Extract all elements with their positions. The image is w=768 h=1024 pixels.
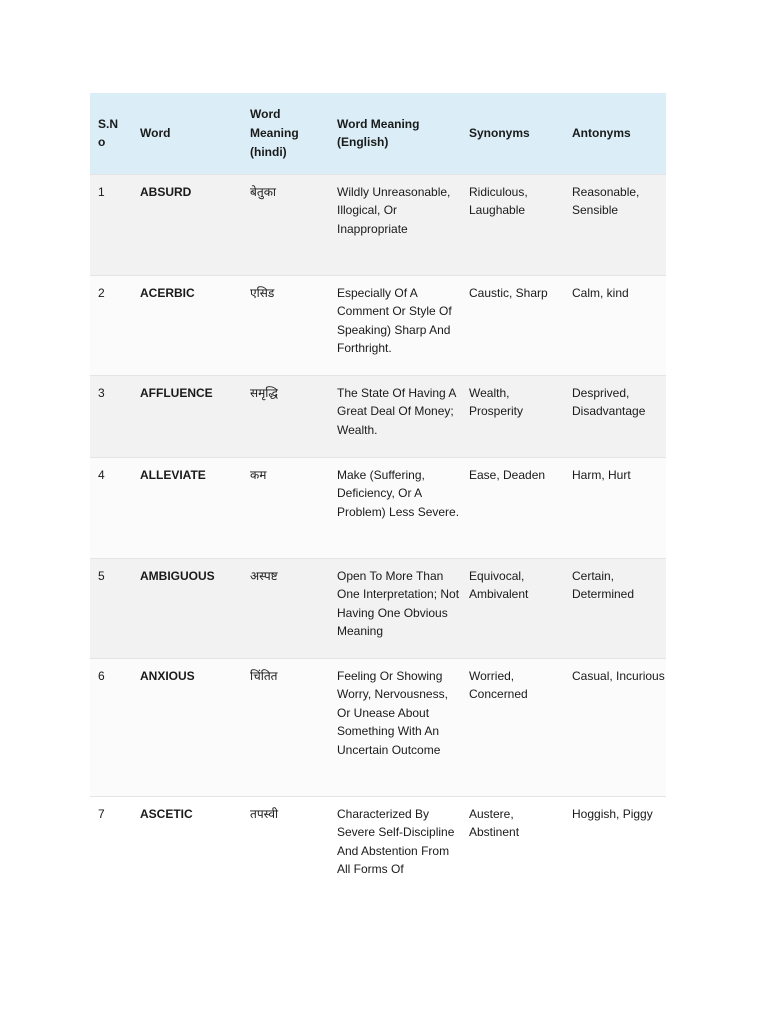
header-word: Word [140, 125, 171, 140]
cell-hindi: अस्पष्ट [250, 568, 278, 583]
table-row [90, 558, 666, 658]
cell-hindi: एसिड [250, 285, 275, 300]
cell-synonyms: Ridiculous, Laughable [469, 184, 528, 218]
header-sno: S.N o [98, 116, 119, 150]
vocabulary-table [90, 93, 666, 906]
cell-hindi: बेतुका [250, 184, 277, 199]
cell-english: Especially Of A Comment Or Style Of Speaking) Sharp And Forthright. [337, 285, 452, 356]
cell-hindi: चिंतित [250, 668, 278, 683]
cell-english: Open To More Than One Interpretation; Not Having One Obvious Meaning [337, 568, 460, 639]
cell-synonyms: Worried, Concerned [469, 668, 528, 702]
cell-word: ACERBIC [140, 285, 195, 300]
table-header [90, 93, 666, 174]
table-body [90, 174, 666, 906]
cell-antonyms: Desprived, Disadvantage [572, 385, 646, 419]
cell-english: Characterized By Severe Self-Discipline And Abstention From All Forms Of [337, 806, 455, 877]
cell-antonyms: Hoggish, Piggy [572, 806, 653, 821]
table-row [90, 796, 666, 906]
cell-sno: 5 [98, 568, 105, 583]
cell-word: AMBIGUOUS [140, 568, 215, 583]
cell-hindi: तपस्वी [250, 806, 279, 821]
cell-antonyms: Casual, Incurious [572, 668, 665, 683]
header-row [90, 93, 666, 174]
cell-antonyms: Reasonable, Sensible [572, 184, 640, 218]
cell-antonyms: Calm, kind [572, 285, 629, 300]
cell-synonyms: Equivocal, Ambivalent [469, 568, 529, 602]
table-row [90, 375, 666, 457]
table-row [90, 275, 666, 375]
cell-word: ALLEVIATE [140, 467, 206, 482]
cell-word: AFFLUENCE [140, 385, 213, 400]
cell-sno: 4 [98, 467, 105, 482]
cell-sno: 1 [98, 184, 105, 199]
cell-english: Wildly Unreasonable, Illogical, Or Inappropriate [337, 184, 451, 236]
header-synonyms: Synonyms [469, 125, 530, 140]
cell-english: Feeling Or Showing Worry, Nervousness, Or Unease About Something With An Uncertain Outcome [337, 668, 448, 757]
cell-synonyms: Wealth, Prosperity [469, 385, 524, 419]
header-hindi: Word Meaning (hindi) [250, 107, 299, 159]
header-antonyms: Antonyms [572, 125, 631, 140]
table-row [90, 174, 666, 275]
cell-sno: 7 [98, 806, 105, 821]
table-row [90, 457, 666, 558]
header-english: Word Meaning (English) [337, 116, 420, 150]
cell-sno: 3 [98, 385, 105, 400]
cell-hindi: कम [250, 467, 267, 482]
table-row [90, 658, 666, 796]
cell-synonyms: Ease, Deaden [469, 467, 546, 482]
cell-antonyms: Certain, Determined [572, 568, 635, 602]
cell-synonyms: Caustic, Sharp [469, 285, 548, 300]
cell-english: The State Of Having A Great Deal Of Money; Wealth. [337, 385, 456, 437]
cell-sno: 2 [98, 285, 105, 300]
cell-english: Make (Suffering, Deficiency, Or A Problem) Less Severe. [337, 467, 460, 519]
cell-antonyms: Harm, Hurt [572, 467, 631, 482]
cell-hindi: समृद्धि [250, 385, 278, 400]
cell-synonyms: Austere, Abstinent [469, 806, 520, 840]
cell-sno: 6 [98, 668, 105, 683]
cell-word: ANXIOUS [140, 668, 195, 683]
cell-word: ASCETIC [140, 806, 193, 821]
cell-word: ABSURD [140, 184, 192, 199]
